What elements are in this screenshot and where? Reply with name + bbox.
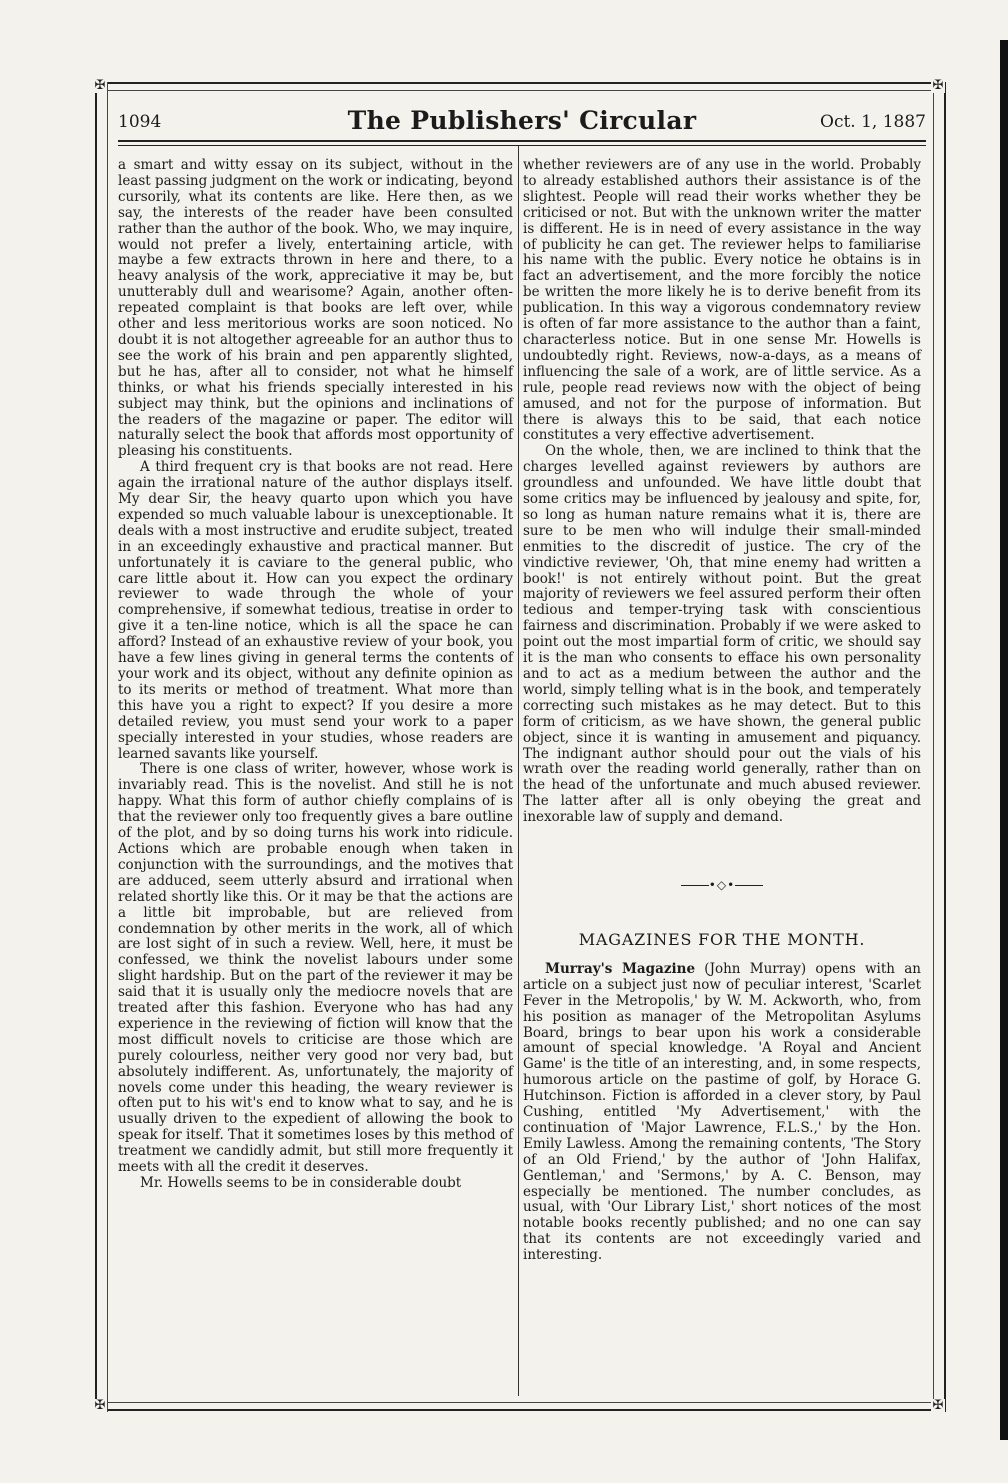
article-paragraph: On the whole, then, we are inclined to think that the charges levelled against reviewers by authors are groundless and unfounded. We have little doubt that some critics may be influenced by jealousy and spite, for, so long as human nature remains what it is, there are sure to be men who will indulge their small-minded enmities to the discredit of justice. The cry of the vindictive reviewer, 'Oh, that mine enemy had written a book!' is not entirely without point. But the great majority of reviewers we feel assured perform their often tedious and temper-trying task with conscientious fairness and discrimination. Probably if we were asked to point out the most impartial form of critic, we should say it is the man who consents to efface his own personality and to act as a medium between the author and the world, simply telling what is in the book, and temperately correcting such mistakes as he may detect. But to this form of criticism, as we have shown, the general public object, since it is wanting in amusement and piquancy. The indignant author should pour out the vials of his wrath over the reading world generally, rather than on the head of the unfortunate and much abused reviewer. The latter after all is only obeying the great and inexorable law of supply and demand. (523, 443, 921, 826)
ornament-glyph-icon: •◇• (708, 878, 736, 893)
article-paragraph: A third frequent cry is that books are not read. Here again the irrational nature of the author displays itself. My dear Sir, the heavy quarto upon which you have expended so much valuable labour is unexceptionable. It deals with a most instructive and erudite subject, treated in an exceedingly exhaustive and practical manner. But unfortunately it is caviare to the general public, who care little about it. How can you expect the ordinary reviewer to wade through the whole of your comprehensive, if somewhat tedious, treatise in order to give it a ten-line notice, which is all the space he can afford? Instead of an exhaustive review of your book, you have a few lines giving in general terms the contents of your work and its object, without any definite opinion as to its merits or method of treatment. What more than this have you a right to expect? If you desire a more detailed review, you must send your work to a paper specially interested in your studies, whose readers are learned savants like yourself. (118, 459, 513, 762)
corner-ornament-icon: ✠ (94, 1398, 106, 1413)
article-paragraph (523, 962, 921, 1264)
section-heading: MAGAZINES FOR THE MONTH. (578, 929, 866, 949)
right-column (523, 158, 921, 1264)
issue-date: Oct. 1, 1887 (820, 112, 926, 132)
magazine-name: Murray's Magazine (545, 960, 696, 977)
article-paragraph: a smart and witty essay on its subject, without in the least passing judgment on the work or indicating, beyond cursorily, what its contents are like. Here then, as we say, the interests of the reader have been consulted rather than the author of the book. Who, we may inquire, would not prefer a lively, entertaining article, with maybe a few extracts thrown in here and there, to a heavy analysis of the work, appreciative it may be, but unutterably dull and wearisome? Again, another often-repeated complaint is that books are left over, while other and less meritorious works are soon noticed. No doubt it is not altogether agreeable for an author thus to see the work of his brain and pen apparently slighted, but he has, after all to consider, not what he himself thinks, or what his friends specially interested in his subject may think, but the opinions and inclinations of the readers of the magazine or paper. The editor will naturally select the book that affords most opportunity of pleasing his constituents. (118, 157, 513, 460)
corner-ornament-icon: ✠ (932, 78, 944, 93)
binding-edge (1000, 40, 1008, 1440)
corner-ornament-icon: ✠ (94, 78, 106, 93)
column-divider (518, 146, 519, 1396)
page-header (118, 106, 926, 136)
article-paragraph: Mr. Howells seems to be in considerable doubt (140, 1175, 462, 1191)
frame-top-rule (95, 82, 943, 91)
header-rule (118, 140, 926, 146)
frame-right-rule (933, 82, 946, 1412)
paragraph-text: (John Murray) opens with an article on a subject just now of peculiar interest, 'Scarlet Fever in the Metropolis,' by W. M. Ackworth, who, from his position as manager of the Metropolitan Asylums Board, brings to bear upon his work a considerable amount of special knowledge. 'A Royal and Ancient Game' is the title of an interesting, and, in some respects, humorous article on the pastime of golf, by Horace G. Hutchinson. Fiction is afforded in a clever story, by Paul Cushing, entitled 'My Advertisement,' with the continuation of 'Major Lawrence, F.L.S.,' by the Hon. Emily Lawless. Among the remaining contents, 'The Story of an Old Friend,' by the author of 'John Halifax, Gentleman,' and 'Sermons,' by A. C. Benson, may especially be mentioned. The number concludes, as usual, with 'Our Library List,' short notices of the most notable books recently published; and no one can say that its contents are not exceedingly varied and interesting. (523, 960, 921, 1264)
corner-ornament-icon: ✠ (932, 1398, 944, 1413)
publication-title: The Publishers' Circular (347, 106, 697, 135)
page-number: 1094 (118, 112, 162, 132)
article-paragraph: There is one class of writer, however, whose work is invariably read. This is the novelist. And still he is not happy. What this form of author chiefly complains of is that the reviewer only too frequently gives a bare outline of the plot, and by so doing turns his work into ridicule. Actions which are probable enough when taken in conjunction with the surroundings, and the motives that are adduced, seem utterly absurd and irrational when related shortly like this. Or it may be that the actions are a little bit improbable, but are relieved from condemnation by other merits in the work, all of which are lost sight of in such a review. Well, here, it must be confessed, we think the novelist labours under some slight hardship. But on the part of the reviewer it may be said that it is usually only the mediocre novels that are treated after this fashion. Everyone who has had any experience in the reviewing of fiction will know that the most difficult novels to criticise are those which are purely colourless, neither very good nor very bad, but absolutely indifferent. As, unfortunately, the majority of novels come under this heading, the weary reviewer is often put to his wit's end to know what to say, and he is usually driven to the expedient of allowing the book to speak for itself. That it sometimes loses by this method of treatment we candidly admit, but still more frequently it meets with all the credit it deserves. (118, 761, 514, 1176)
left-column (118, 158, 513, 1192)
article-paragraph: whether reviewers are of any use in the world. Probably to already established authors their assistance is of the slightest. People will read their works whether they be criticised or not. But with the unknown writer the matter is different. He is in need of every assistance in the way of publicity he can get. The reviewer helps to familiarise his name with the public. Every notice he obtains is in fact an advertisement, and the more forcibly the notice be written the more likely he is to derive benefit from its publication. In this way a vigorous condemnatory review is often of far more assistance to the author than a faint, characterless notice. But in one sense Mr. Howells is undoubtedly right. Reviews, now-a-days, as a means of influencing the sale of a work, are of little service. As a rule, people read reviews now with the object of being amused, and not for the purpose of information. But there is always this to be said, that each notice constitutes a very effective advertisement. (523, 157, 921, 444)
section-ornament (523, 878, 921, 894)
frame-bottom-rule (95, 1402, 943, 1411)
frame-left-rule (95, 82, 108, 1412)
